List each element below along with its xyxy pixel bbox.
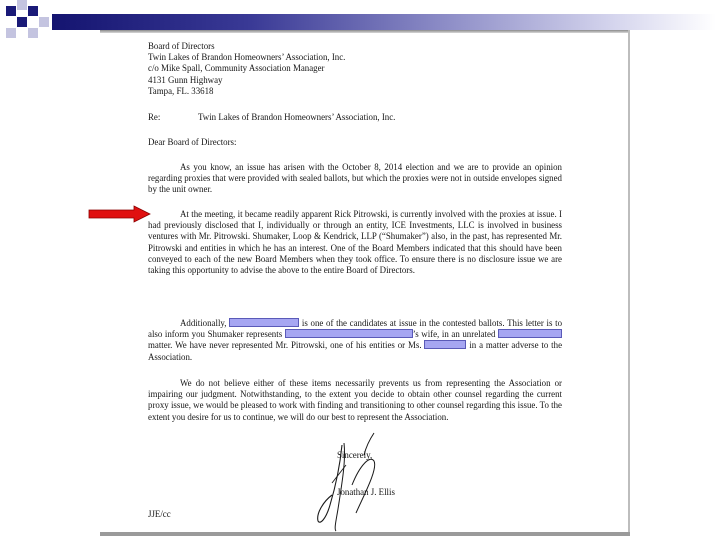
page-edge xyxy=(100,30,630,33)
redaction-box xyxy=(424,340,466,349)
decor-square xyxy=(28,28,38,38)
title-banner xyxy=(52,14,716,30)
address-line: Twin Lakes of Brandon Homeowners’ Association, Inc. xyxy=(148,52,346,63)
redaction-box xyxy=(229,318,299,327)
red-arrow-icon xyxy=(88,205,152,223)
closing: Sincerely, xyxy=(337,450,373,460)
recipient-address xyxy=(148,41,562,97)
paragraph-1: As you know, an issue has arisen with the October 8, 2014 election and we are to provide an opinion regarding proxies that were provided with sealed ballots, but which the proxies were not in outside envelopes signed by the unit owner. xyxy=(148,162,562,195)
page-edge xyxy=(628,30,630,536)
handwritten-signature xyxy=(312,425,417,533)
re-label: Re: xyxy=(148,112,161,122)
decor-square xyxy=(39,17,49,27)
signer-name: Jonathan J. Ellis xyxy=(337,487,395,497)
salutation: Dear Board of Directors: xyxy=(148,137,237,147)
address-line: 4131 Gunn Highway xyxy=(148,74,223,85)
initials: JJE/cc xyxy=(148,509,171,519)
decor-square xyxy=(17,0,27,10)
paragraph-2: At the meeting, it became readily apparent Rick Pitrowski, is currently involved with the proxies at issue. I had previously disclosed that I, individually or through an entity, ICE Investments, LLC is involved in business ventures with Mr. Pitrowski. Shumaker, Loop & Kendrick, LLP (“Shumaker”) also, in the past, has represented Mr. Pitrowski and entities in which he has an interest. One of the Board Members indicated that this should have been conveyed to each of the new Board Members when they took office. To ensure there is no disclosure issue we are taking this opportunity to advise the above to the entire Board of Directors. xyxy=(148,209,562,276)
decor-square xyxy=(6,6,16,16)
subject-line xyxy=(148,112,562,123)
redaction-box xyxy=(285,329,413,338)
decor-square xyxy=(28,6,38,16)
address-line: c/o Mike Spall, Community Association Manager xyxy=(148,63,325,74)
re-text: Twin Lakes of Brandon Homeowners’ Association, Inc. xyxy=(198,112,396,122)
address-line: Tampa, FL. 33618 xyxy=(148,85,214,96)
address-line: Board of Directors xyxy=(148,41,215,51)
decor-square xyxy=(6,28,16,38)
decor-square xyxy=(17,17,27,27)
paragraph-4: We do not believe either of these items necessarily prevents us from representing the Association or impairing our judgment. Notwithstanding, to the extent you decide to obtain other counsel regarding the current proxy issue, we would be pleased to work with finding and transitioning to other counsel regarding this issue. To the extent you desire for us to continue, we will do our best to represent the Association. xyxy=(148,378,562,422)
redaction-box xyxy=(498,329,562,338)
paragraph-3: Additionally, is one of the candidates at issue in the contested ballots. This letter is to also inform you Shumaker represents ’s wife, in an unrelated matter. We have never represented Mr. Pitrowski, one of his entities or Ms. in a matter adverse to the Association. xyxy=(148,318,563,362)
